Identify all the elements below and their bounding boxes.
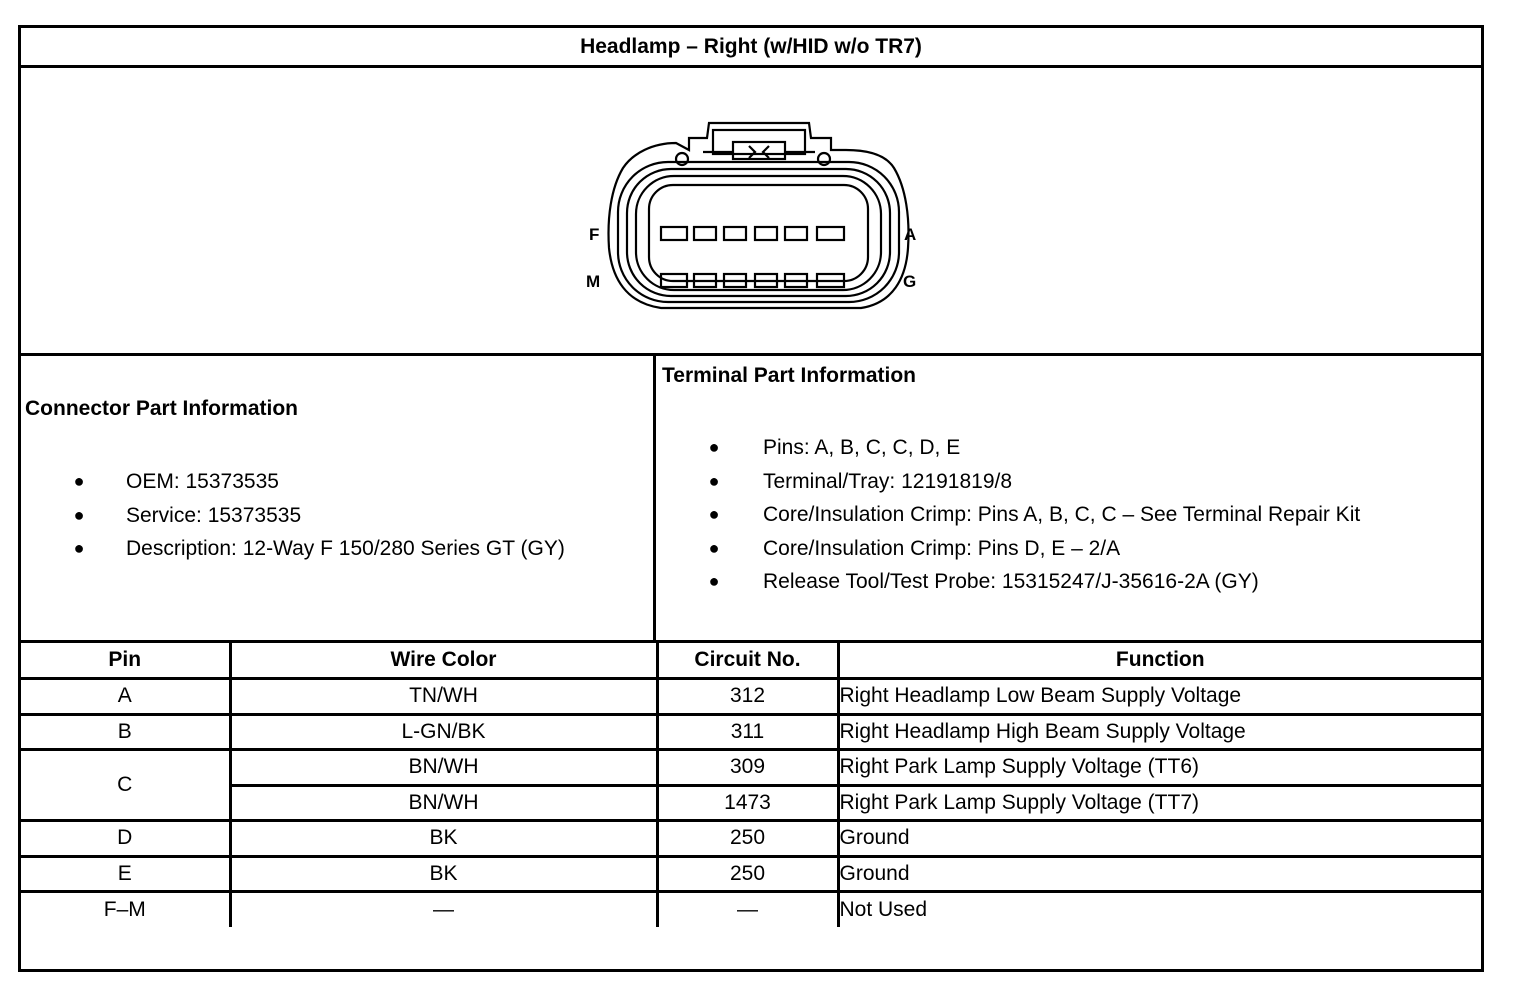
connector-ring-2 [627,169,890,296]
connector-face-drawing [21,68,1481,353]
pin-cell: B [21,714,230,750]
header-function: Function [838,643,1481,679]
pin-cell: D [21,821,230,857]
terminal-slot-top-2 [694,227,716,240]
wire-color-cell: — [230,892,657,928]
pin-label-f: F [589,225,600,244]
circuit-cell: 309 [657,750,838,786]
wire-color-cell: L-GN/BK [230,714,657,750]
terminal-slot-top-5 [785,227,807,240]
function-cell: Right Park Lamp Supply Voltage (TT6) [838,750,1481,786]
function-cell: Ground [838,821,1481,857]
circuit-cell: 1473 [657,785,838,821]
terminal-info-heading: Terminal Part Information [662,364,916,387]
header-circuit: Circuit No. [657,643,838,679]
wire-color-cell: BK [230,856,657,892]
circuit-cell: — [657,892,838,928]
part-info-section [21,356,1481,643]
connector-info-list [73,465,653,566]
table-row [21,892,1481,928]
terminal-slot-top-1 [661,227,687,240]
header-wire-color: Wire Color [230,643,657,679]
circuit-cell: 311 [657,714,838,750]
list-item: ● Description: 12-Way F 150/280 Series GT (GY) [73,537,565,560]
pin-cell: C [21,750,230,821]
connector-part-info [21,356,656,640]
table-row [21,714,1481,750]
terminal-slot-top-6 [817,227,844,240]
list-item: ● Service: 15373535 [73,503,302,527]
table-row [21,856,1481,892]
table-row [21,785,1481,821]
circuit-cell: 250 [657,856,838,892]
pin-cell: A [21,679,230,715]
terminal-part-info [656,356,1481,640]
function-cell: Not Used [838,892,1481,928]
circuit-cell: 250 [657,821,838,857]
function-cell: Ground [838,856,1481,892]
lock-tab-arrows [703,146,815,158]
connector-diagram-panel [21,68,1481,356]
circuit-cell: 312 [657,679,838,715]
connector-end-view-sheet [18,25,1484,972]
pin-cell: E [21,856,230,892]
terminal-slot-top-4 [755,227,777,240]
wire-color-cell: BN/WH [230,785,657,821]
pin-label-g: G [903,272,917,291]
terminal-info-list [708,431,1478,599]
latch-notch-right [818,153,830,165]
table-row [21,750,1481,786]
pin-label-m: M [586,272,601,291]
list-item: ● OEM: 15373535 [73,470,279,493]
list-item: ● Core/Insulation Crimp: Pins D, E – 2/A [708,536,1121,560]
list-item: ● Terminal/Tray: 12191819/8 [708,469,1013,493]
header-pin: Pin [21,643,230,679]
function-cell: Right Headlamp High Beam Supply Voltage [838,714,1481,750]
list-item: ● Release Tool/Test Probe: 15315247/J-35616-2A (GY) [708,570,1259,593]
connector-info-heading: Connector Part Information [25,397,299,420]
pin-out-table [21,643,1481,927]
page-title: Headlamp – Right (w/HID w/o TR7) [21,28,1481,68]
wire-color-cell: BK [230,821,657,857]
table-header-row [21,643,1481,679]
connector-cavity-face [649,185,868,281]
table-row [21,821,1481,857]
terminal-slot-top-3 [724,227,746,240]
latch-notch-left [676,153,688,165]
wire-color-cell: TN/WH [230,679,657,715]
function-cell: Right Headlamp Low Beam Supply Voltage [838,679,1481,715]
lock-tab-center [733,142,785,159]
pin-cell: F–M [21,892,230,928]
function-cell: Right Park Lamp Supply Voltage (TT7) [838,785,1481,821]
list-item: ● Pins: A, B, C, C, D, E [708,436,961,459]
table-row [21,679,1481,715]
pin-label-a: A [904,225,917,244]
list-item: ● Core/Insulation Crimp: Pins A, B, C, C – See Terminal Repair Kit [708,503,1361,526]
wire-color-cell: BN/WH [230,750,657,786]
